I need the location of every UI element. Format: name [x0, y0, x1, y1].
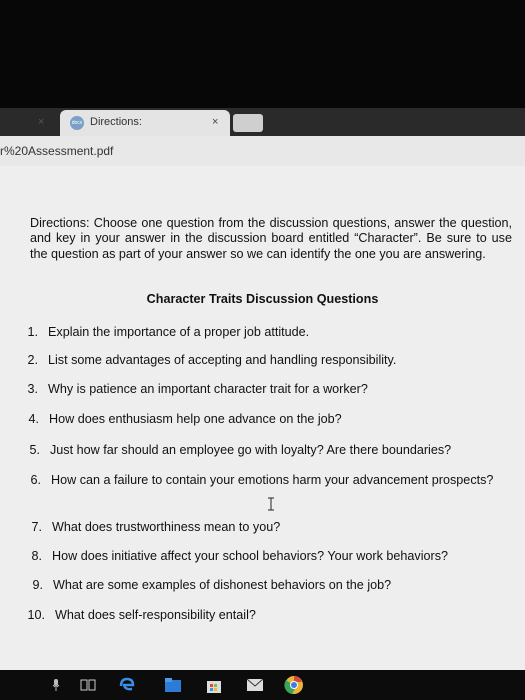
question-text: Just how far should an employee go with loyalty? Are there boundaries? [50, 443, 452, 457]
pdf-page [0, 166, 525, 670]
url-text: r%20Assessment.pdf [0, 144, 114, 158]
file-explorer-icon[interactable] [164, 677, 182, 693]
previous-tab-close-icon[interactable]: × [38, 116, 45, 128]
store-icon[interactable] [205, 676, 223, 694]
question-text: How can a failure to contain your emotions harm your advancement prospects? [51, 473, 494, 487]
question-number: 4. [28, 412, 39, 426]
question-number: 3. [27, 382, 38, 396]
tab-bar [0, 108, 525, 136]
task-view-icon[interactable] [80, 678, 96, 692]
dark-background [0, 0, 525, 108]
tab-title: Directions: [90, 116, 142, 128]
browser-window [0, 108, 525, 670]
question-text: Why is patience an important character trait for a worker? [48, 382, 368, 396]
question-number: 2. [27, 353, 38, 367]
question-text: List some advantages of accepting and handling responsibility. [48, 353, 397, 367]
new-tab-button[interactable] [233, 114, 263, 132]
question-number: 9. [32, 578, 43, 592]
question-text: How does enthusiasm help one advance on the job? [49, 412, 342, 426]
mic-icon[interactable] [52, 679, 60, 691]
mail-icon[interactable] [246, 677, 264, 693]
question-number: 5. [29, 443, 40, 457]
text-cursor-icon [266, 497, 276, 511]
question-number: 10. [27, 608, 45, 622]
directions-paragraph: Directions: Choose one question from the discussion questions, answer the question, and key in your answer in the discussion board entitled “Character”. Be sure to use the question as part of your answer so we can identify the one you are answering. [30, 216, 512, 261]
question-text: What does self-responsibility entail? [55, 608, 256, 622]
question-text: What does trustworthiness mean to you? [52, 520, 281, 534]
chrome-icon[interactable] [284, 675, 304, 695]
question-number: 8. [31, 549, 42, 563]
document-icon: docx [70, 116, 84, 130]
question-number: 7. [31, 520, 42, 534]
address-bar[interactable] [0, 136, 525, 166]
question-number: 6. [30, 473, 41, 487]
questions-heading: Character Traits Discussion Questions [146, 292, 379, 306]
question-text: What are some examples of dishonest behaviors on the job? [53, 578, 392, 592]
question-text: Explain the importance of a proper job attitude. [48, 325, 310, 339]
close-icon[interactable]: × [212, 116, 219, 128]
question-text: How does initiative affect your school behaviors? Your work behaviors? [52, 549, 448, 563]
tab-directions[interactable] [60, 110, 230, 136]
question-number: 1. [27, 325, 38, 339]
taskbar [0, 670, 525, 700]
edge-icon[interactable] [118, 676, 136, 694]
